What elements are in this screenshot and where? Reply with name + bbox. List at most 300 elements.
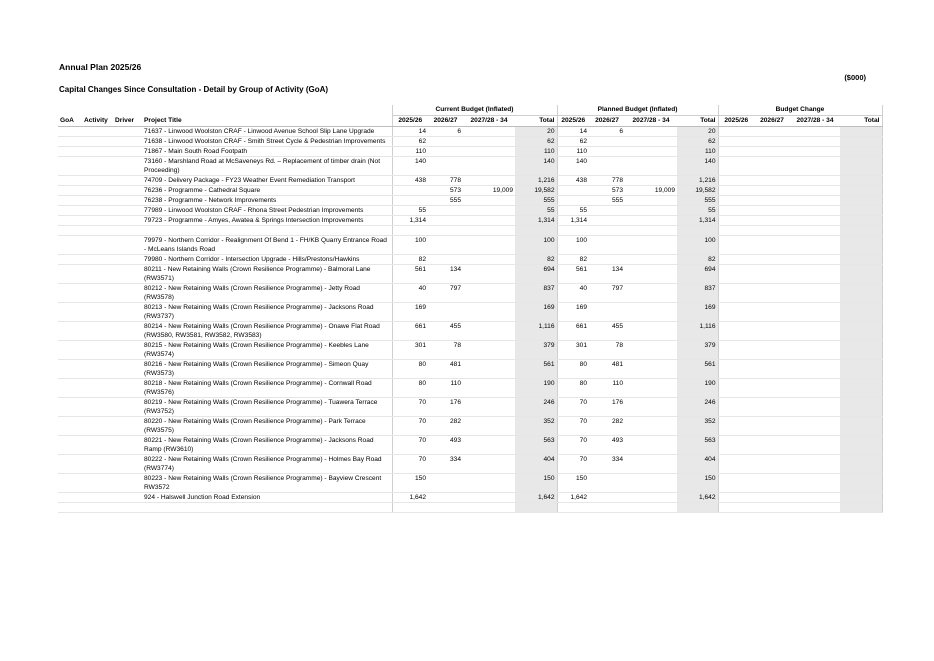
- header-planned-2025: 2025/26: [557, 116, 589, 127]
- change-2026-cell: [754, 341, 790, 360]
- current-2025-cell: 100: [392, 236, 428, 255]
- header-change-total: Total: [840, 116, 882, 127]
- project-title-cell: 80218 - New Retaining Walls (Crown Resilience Programme) - Cornwall Road (RW3576): [142, 379, 392, 398]
- planned-2027-34-cell: [625, 206, 677, 216]
- blank-cell: [58, 206, 82, 216]
- planned-2027-34-cell: [625, 196, 677, 206]
- blank-cell: [113, 398, 142, 417]
- blank-cell: [58, 216, 82, 226]
- planned-2027-34-cell: [625, 341, 677, 360]
- current-2027-34-cell: [463, 226, 515, 236]
- blank-cell: [82, 216, 113, 226]
- project-title-cell: 80213 - New Retaining Walls (Crown Resilience Programme) - Jacksons Road (RW3737): [142, 303, 392, 322]
- blank-cell: [58, 493, 82, 503]
- change-total-cell: [840, 322, 882, 341]
- planned-total-cell: 1,216: [677, 176, 718, 186]
- change-2026-cell: [754, 322, 790, 341]
- current-2025-cell: 1,314: [392, 216, 428, 226]
- change-2026-cell: [754, 216, 790, 226]
- change-2027-34-cell: [790, 474, 840, 493]
- current-2027-34-cell: [463, 176, 515, 186]
- planned-total-cell: [677, 503, 718, 513]
- current-2027-34-cell: [463, 417, 515, 436]
- current-2025-cell: 70: [392, 398, 428, 417]
- project-title-cell: 80220 - New Retaining Walls (Crown Resilience Programme) - Park Terrace (RW3575): [142, 417, 392, 436]
- table-row: [58, 216, 882, 226]
- current-total-cell: [515, 226, 557, 236]
- table-row: [58, 474, 882, 493]
- current-2026-cell: 110: [428, 379, 463, 398]
- current-2025-cell: 1,642: [392, 493, 428, 503]
- change-2025-cell: [718, 226, 754, 236]
- blank-cell: [113, 503, 142, 513]
- change-2025-cell: [718, 455, 754, 474]
- planned-2027-34-cell: [625, 322, 677, 341]
- blank-cell: [58, 436, 82, 455]
- change-2027-34-cell: [790, 186, 840, 196]
- planned-2025-cell: 40: [557, 284, 589, 303]
- blank-cell: [82, 265, 113, 284]
- planned-2025-cell: 1,314: [557, 216, 589, 226]
- page-subtitle: Capital Changes Since Consultation - Detail by Group of Activity (GoA): [59, 85, 329, 94]
- current-2027-34-cell: [463, 341, 515, 360]
- table-row: [58, 226, 882, 236]
- change-2027-34-cell: [790, 322, 840, 341]
- blank-cell: [82, 417, 113, 436]
- blank-cell: [113, 341, 142, 360]
- change-total-cell: [840, 398, 882, 417]
- planned-2026-cell: 493: [589, 436, 625, 455]
- current-2025-cell: 661: [392, 322, 428, 341]
- current-2025-cell: [392, 503, 428, 513]
- change-2026-cell: [754, 236, 790, 255]
- planned-2027-34-cell: [625, 265, 677, 284]
- current-2026-cell: [428, 206, 463, 216]
- blank-cell: [113, 322, 142, 341]
- blank-cell: [82, 303, 113, 322]
- change-total-cell: [840, 493, 882, 503]
- table-row: [58, 236, 882, 255]
- planned-2026-cell: 6: [589, 127, 625, 137]
- table-row: [58, 157, 882, 176]
- planned-total-cell: 190: [677, 379, 718, 398]
- change-2027-34-cell: [790, 265, 840, 284]
- current-total-cell: 62: [515, 137, 557, 147]
- table-row: [58, 455, 882, 474]
- project-title-cell: 924 - Halswell Junction Road Extension: [142, 493, 392, 503]
- table-row: [58, 322, 882, 341]
- planned-2026-cell: [589, 493, 625, 503]
- project-title-cell: 76236 - Programme - Cathedral Square: [142, 186, 392, 196]
- blank-cell: [58, 455, 82, 474]
- page-title: Annual Plan 2025/26: [59, 62, 142, 72]
- blank-cell: [58, 417, 82, 436]
- planned-total-cell: 1,116: [677, 322, 718, 341]
- current-total-cell: 1,642: [515, 493, 557, 503]
- planned-2027-34-cell: [625, 255, 677, 265]
- planned-2027-34-cell: [625, 436, 677, 455]
- blank-cell: [58, 322, 82, 341]
- change-2025-cell: [718, 265, 754, 284]
- blank-cell: [58, 398, 82, 417]
- change-2026-cell: [754, 360, 790, 379]
- planned-total-cell: 555: [677, 196, 718, 206]
- current-2027-34-cell: [463, 265, 515, 284]
- blank-cell: [82, 206, 113, 216]
- planned-2027-34-cell: [625, 226, 677, 236]
- blank-cell: [82, 127, 113, 137]
- current-total-cell: 352: [515, 417, 557, 436]
- planned-total-cell: 19,582: [677, 186, 718, 196]
- current-2027-34-cell: [463, 147, 515, 157]
- planned-2027-34-cell: [625, 455, 677, 474]
- blank-cell: [58, 186, 82, 196]
- change-2025-cell: [718, 236, 754, 255]
- current-total-cell: 110: [515, 147, 557, 157]
- planned-total-cell: 55: [677, 206, 718, 216]
- blank-cell: [58, 127, 82, 137]
- planned-total-cell: 837: [677, 284, 718, 303]
- blank-cell: [113, 147, 142, 157]
- planned-2026-cell: 176: [589, 398, 625, 417]
- change-2025-cell: [718, 147, 754, 157]
- current-total-cell: 379: [515, 341, 557, 360]
- current-2025-cell: 70: [392, 455, 428, 474]
- current-total-cell: 1,314: [515, 216, 557, 226]
- blank-cell: [82, 398, 113, 417]
- planned-2027-34-cell: [625, 398, 677, 417]
- planned-total-cell: 404: [677, 455, 718, 474]
- planned-2026-cell: [589, 226, 625, 236]
- planned-2026-cell: 334: [589, 455, 625, 474]
- current-2026-cell: 797: [428, 284, 463, 303]
- planned-2026-cell: 282: [589, 417, 625, 436]
- blank-cell: [113, 303, 142, 322]
- planned-total-cell: 379: [677, 341, 718, 360]
- planned-2026-cell: [589, 147, 625, 157]
- current-2026-cell: 334: [428, 455, 463, 474]
- current-2026-cell: [428, 157, 463, 176]
- planned-total-cell: 1,642: [677, 493, 718, 503]
- change-2025-cell: [718, 216, 754, 226]
- planned-2027-34-cell: [625, 176, 677, 186]
- planned-2027-34-cell: [625, 493, 677, 503]
- current-total-cell: 169: [515, 303, 557, 322]
- planned-2026-cell: [589, 474, 625, 493]
- blank-cell: [82, 226, 113, 236]
- change-2026-cell: [754, 474, 790, 493]
- blank-cell: [113, 255, 142, 265]
- planned-2025-cell: [557, 503, 589, 513]
- change-2027-34-cell: [790, 137, 840, 147]
- change-2026-cell: [754, 379, 790, 398]
- change-2026-cell: [754, 417, 790, 436]
- current-total-cell: 694: [515, 265, 557, 284]
- current-2027-34-cell: [463, 303, 515, 322]
- planned-2025-cell: 110: [557, 147, 589, 157]
- planned-2027-34-cell: [625, 360, 677, 379]
- change-total-cell: [840, 265, 882, 284]
- planned-2026-cell: 134: [589, 265, 625, 284]
- current-total-cell: 555: [515, 196, 557, 206]
- current-2025-cell: 82: [392, 255, 428, 265]
- change-2026-cell: [754, 303, 790, 322]
- project-title-cell: [142, 503, 392, 513]
- change-2026-cell: [754, 265, 790, 284]
- change-2025-cell: [718, 493, 754, 503]
- planned-2027-34-cell: [625, 503, 677, 513]
- change-2026-cell: [754, 226, 790, 236]
- planned-2025-cell: 661: [557, 322, 589, 341]
- change-2026-cell: [754, 127, 790, 137]
- change-total-cell: [840, 455, 882, 474]
- planned-2025-cell: 438: [557, 176, 589, 186]
- project-title-cell: 71638 - Linwood Woolston CRAF - Smith Street Cycle & Pedestrian Improvements: [142, 137, 392, 147]
- change-2027-34-cell: [790, 455, 840, 474]
- table-row: [58, 417, 882, 436]
- current-total-cell: 19,582: [515, 186, 557, 196]
- planned-2025-cell: 80: [557, 379, 589, 398]
- planned-2025-cell: 169: [557, 303, 589, 322]
- current-2027-34-cell: [463, 379, 515, 398]
- table-row: [58, 284, 882, 303]
- blank-cell: [82, 147, 113, 157]
- header-change-2026: 2026/27: [754, 116, 790, 127]
- project-title-cell: 80222 - New Retaining Walls (Crown Resilience Programme) - Holmes Bay Road (RW3774): [142, 455, 392, 474]
- change-2027-34-cell: [790, 127, 840, 137]
- change-2025-cell: [718, 398, 754, 417]
- change-2027-34-cell: [790, 417, 840, 436]
- current-total-cell: 190: [515, 379, 557, 398]
- change-total-cell: [840, 196, 882, 206]
- blank-cell: [58, 265, 82, 284]
- current-total-cell: 404: [515, 455, 557, 474]
- planned-2025-cell: [557, 226, 589, 236]
- current-2027-34-cell: [463, 398, 515, 417]
- header-planned-total: Total: [677, 116, 718, 127]
- table-row: [58, 176, 882, 186]
- planned-2026-cell: [589, 137, 625, 147]
- change-2026-cell: [754, 147, 790, 157]
- current-2027-34-cell: 19,009: [463, 186, 515, 196]
- blank-cell: [82, 157, 113, 176]
- change-total-cell: [840, 236, 882, 255]
- change-2025-cell: [718, 303, 754, 322]
- blank-cell: [113, 157, 142, 176]
- blank-cell: [113, 186, 142, 196]
- blank-cell: [113, 216, 142, 226]
- blank-cell: [113, 176, 142, 186]
- planned-total-cell: 140: [677, 157, 718, 176]
- change-2027-34-cell: [790, 157, 840, 176]
- current-2026-cell: [428, 147, 463, 157]
- blank-cell: [113, 127, 142, 137]
- planned-total-cell: 563: [677, 436, 718, 455]
- current-2026-cell: 778: [428, 176, 463, 186]
- blank-cell: [113, 265, 142, 284]
- blank-cell: [82, 360, 113, 379]
- current-2027-34-cell: [463, 127, 515, 137]
- planned-total-cell: 62: [677, 137, 718, 147]
- blank-cell: [58, 474, 82, 493]
- change-2025-cell: [718, 379, 754, 398]
- change-total-cell: [840, 417, 882, 436]
- blank-cell: [58, 196, 82, 206]
- blank-cell: [113, 137, 142, 147]
- planned-2027-34-cell: [625, 474, 677, 493]
- current-total-cell: 1,116: [515, 322, 557, 341]
- header-planned-2026: 2026/27: [589, 116, 625, 127]
- project-title-cell: 80219 - New Retaining Walls (Crown Resilience Programme) - Tuawera Terrace (RW3752): [142, 398, 392, 417]
- planned-2026-cell: [589, 157, 625, 176]
- planned-2027-34-cell: [625, 303, 677, 322]
- planned-2026-cell: [589, 303, 625, 322]
- change-2027-34-cell: [790, 341, 840, 360]
- current-2025-cell: 301: [392, 341, 428, 360]
- table-row: [58, 127, 882, 137]
- header-current-2025: 2025/26: [392, 116, 428, 127]
- change-2027-34-cell: [790, 147, 840, 157]
- planned-total-cell: 694: [677, 265, 718, 284]
- planned-total-cell: 246: [677, 398, 718, 417]
- current-2026-cell: 282: [428, 417, 463, 436]
- blank-cell: [58, 503, 82, 513]
- planned-2026-cell: 573: [589, 186, 625, 196]
- table-row: [58, 137, 882, 147]
- blank-cell: [82, 284, 113, 303]
- current-total-cell: 563: [515, 436, 557, 455]
- change-2025-cell: [718, 206, 754, 216]
- header-activity: Activity: [82, 116, 113, 127]
- change-2026-cell: [754, 284, 790, 303]
- change-2025-cell: [718, 322, 754, 341]
- current-2025-cell: 80: [392, 360, 428, 379]
- current-total-cell: 837: [515, 284, 557, 303]
- change-total-cell: [840, 503, 882, 513]
- current-2027-34-cell: [463, 474, 515, 493]
- planned-2026-cell: [589, 236, 625, 255]
- blank-cell: [58, 360, 82, 379]
- change-total-cell: [840, 341, 882, 360]
- planned-2027-34-cell: [625, 157, 677, 176]
- planned-total-cell: 561: [677, 360, 718, 379]
- table-row: [58, 436, 882, 455]
- change-2027-34-cell: [790, 379, 840, 398]
- change-2026-cell: [754, 398, 790, 417]
- current-2026-cell: [428, 137, 463, 147]
- planned-2026-cell: [589, 503, 625, 513]
- header-driver: Driver: [113, 116, 142, 127]
- current-2025-cell: 70: [392, 417, 428, 436]
- planned-2026-cell: 555: [589, 196, 625, 206]
- planned-2025-cell: [557, 196, 589, 206]
- change-total-cell: [840, 206, 882, 216]
- current-2025-cell: [392, 186, 428, 196]
- current-2025-cell: 14: [392, 127, 428, 137]
- blank-cell: [82, 186, 113, 196]
- header-current-2026: 2026/27: [428, 116, 463, 127]
- change-total-cell: [840, 226, 882, 236]
- current-2026-cell: [428, 226, 463, 236]
- change-2026-cell: [754, 436, 790, 455]
- project-title-cell: 80214 - New Retaining Walls (Crown Resilience Programme) - Onawe Flat Road (RW3580, RW3581, RW3582, RW3583): [142, 322, 392, 341]
- blank-cell: [113, 360, 142, 379]
- current-total-cell: 561: [515, 360, 557, 379]
- blank-cell: [58, 284, 82, 303]
- table-row: [58, 255, 882, 265]
- blank-cell: [113, 226, 142, 236]
- current-total-cell: 150: [515, 474, 557, 493]
- change-2027-34-cell: [790, 206, 840, 216]
- change-total-cell: [840, 303, 882, 322]
- planned-2025-cell: [557, 186, 589, 196]
- current-2026-cell: 6: [428, 127, 463, 137]
- blank-cell: [58, 379, 82, 398]
- blank-cell: [58, 147, 82, 157]
- header-change-2025: 2025/26: [718, 116, 754, 127]
- table-row: [58, 196, 882, 206]
- planned-2026-cell: 78: [589, 341, 625, 360]
- current-2026-cell: [428, 493, 463, 503]
- planned-2027-34-cell: [625, 216, 677, 226]
- planned-2027-34-cell: [625, 127, 677, 137]
- change-2026-cell: [754, 196, 790, 206]
- table-row: [58, 265, 882, 284]
- planned-total-cell: 150: [677, 474, 718, 493]
- table-row: [58, 398, 882, 417]
- current-2027-34-cell: [463, 284, 515, 303]
- project-title-cell: 74709 - Delivery Package - FY23 Weather Event Remediation Transport: [142, 176, 392, 186]
- project-title-cell: 80216 - New Retaining Walls (Crown Resilience Programme) - Simeon Quay (RW3573): [142, 360, 392, 379]
- planned-2025-cell: 70: [557, 455, 589, 474]
- planned-2027-34-cell: [625, 147, 677, 157]
- current-2025-cell: 438: [392, 176, 428, 186]
- blank-cell: [82, 137, 113, 147]
- current-2026-cell: [428, 255, 463, 265]
- blank-cell: [58, 236, 82, 255]
- project-title-cell: 80211 - New Retaining Walls (Crown Resilience Programme) - Balmoral Lane (RW3571): [142, 265, 392, 284]
- change-2027-34-cell: [790, 503, 840, 513]
- project-title-cell: 73160 - Marshland Road at McSaveneys Rd. – Replacement of timber drain (Not Proceeding): [142, 157, 392, 176]
- header-project-title: Project Title: [142, 116, 392, 127]
- blank-cell: [82, 341, 113, 360]
- project-title-cell: 71637 - Linwood Woolston CRAF - Linwood Avenue School Slip Lane Upgrade: [142, 127, 392, 137]
- change-total-cell: [840, 127, 882, 137]
- current-total-cell: 82: [515, 255, 557, 265]
- blank-cell: [113, 379, 142, 398]
- current-2025-cell: [392, 196, 428, 206]
- change-2026-cell: [754, 137, 790, 147]
- blank-cell: [58, 137, 82, 147]
- planned-2025-cell: 82: [557, 255, 589, 265]
- current-total-cell: 20: [515, 127, 557, 137]
- change-2026-cell: [754, 186, 790, 196]
- project-title-cell: 79980 - Northern Corridor - Intersection Upgrade - Hills/Prestons/Hawkins: [142, 255, 392, 265]
- planned-2027-34-cell: 19,009: [625, 186, 677, 196]
- change-total-cell: [840, 137, 882, 147]
- change-2025-cell: [718, 284, 754, 303]
- current-2027-34-cell: [463, 216, 515, 226]
- planned-2026-cell: 797: [589, 284, 625, 303]
- change-total-cell: [840, 147, 882, 157]
- current-2025-cell: 110: [392, 147, 428, 157]
- blank-cell: [58, 157, 82, 176]
- blank-cell: [58, 341, 82, 360]
- blank-cell: [82, 196, 113, 206]
- planned-total-cell: 110: [677, 147, 718, 157]
- change-2027-34-cell: [790, 284, 840, 303]
- blank-cell: [58, 226, 82, 236]
